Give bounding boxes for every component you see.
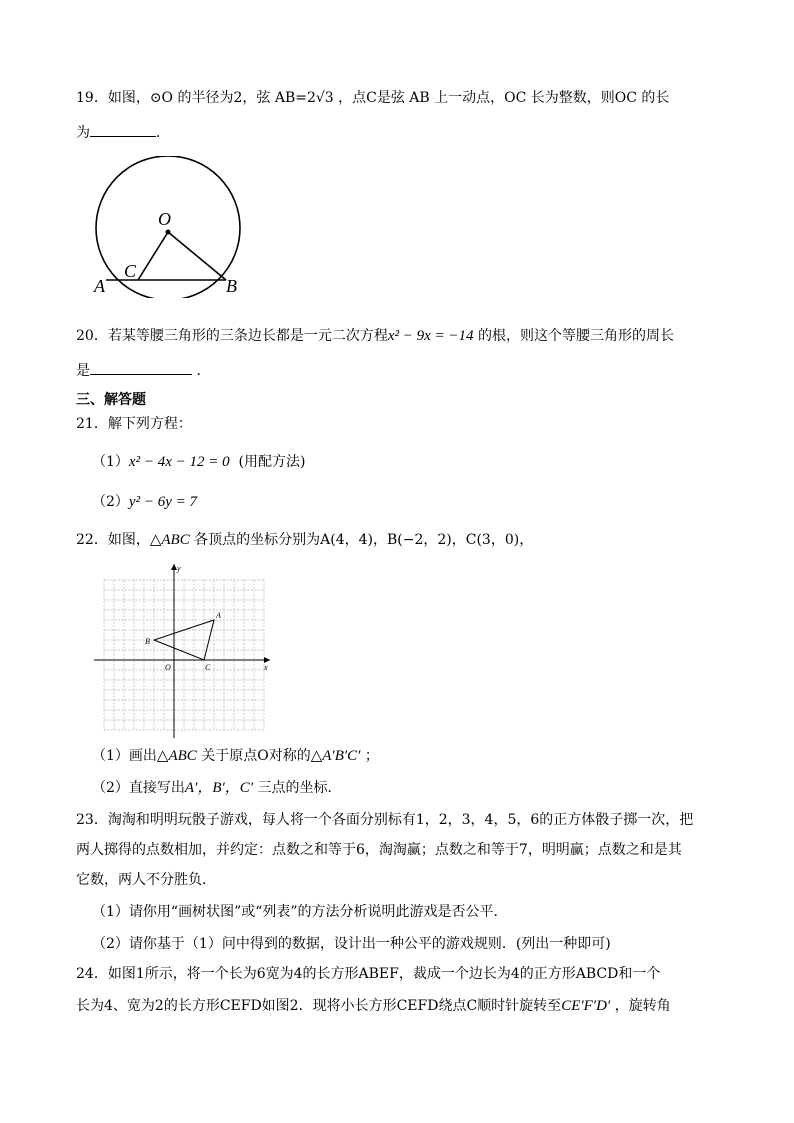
q22-part1-c: ； (364, 748, 379, 764)
q23-line3: 它数，两人不分胜负． (76, 872, 216, 888)
center-dot (166, 230, 171, 235)
q19-line2 (76, 122, 170, 143)
q21-part2-eq: y² − 6y = 7 (128, 494, 197, 510)
q22-part2 (92, 778, 342, 798)
q20-text-a: 20．若某等腰三角形的三条边长都是一元二次方程 (76, 328, 388, 344)
q20-suffix: ． (196, 363, 211, 379)
q20-prefix: 是 (76, 363, 90, 379)
q22-prefix: 22．如图， (76, 532, 150, 548)
q22-part1-a: （1）画出 (92, 748, 157, 764)
q20-answer-blank (90, 360, 192, 375)
q21-part2 (92, 492, 197, 512)
label-c: C (205, 663, 211, 672)
q23-part1: （1）请你用“画树状图”或“列表”的方法分析说明此游戏是否公平． (92, 904, 508, 920)
q20-line2 (76, 360, 210, 381)
q22-coordinate-grid (94, 562, 274, 738)
q24-line1: 24．如图1所示，将一个长为6宽为4的长方形ABEF，裁成一个边长为4的正方形ABCD和一个 (76, 966, 661, 982)
q21-part1 (92, 452, 305, 472)
q21-stem: 21．解下列方程： (76, 416, 192, 432)
q22-part1 (92, 746, 379, 766)
q19-circle-figure (88, 156, 248, 298)
q20-line1 (76, 326, 674, 346)
q19-prefix: 为 (76, 125, 90, 141)
q24-math: CE′F′D′ (561, 998, 611, 1014)
q23-line1: 23．淘淘和明明玩骰子游戏，每人将一个各面分别标有1，2，3，4，5，6的正方体骰子掷一次，把 (76, 812, 694, 828)
q22-part2-a: （2）直接写出 (92, 780, 185, 796)
q21-part1-num: （1） (92, 454, 129, 470)
label-a: A (216, 611, 221, 620)
q20-text-b: 的根，则这个等腰三角形的周长 (477, 328, 674, 344)
q20-equation: x² − 9x = −14 (387, 328, 474, 344)
q19-answer-blank (90, 122, 156, 137)
label-o: O (165, 663, 171, 672)
q24-text-a: 长为4、宽为2的长方形CEFD如图2．现将小长方形CEFD绕点C顺时针旋转至 (76, 998, 562, 1014)
q24-line2 (76, 996, 671, 1016)
label-a: A (94, 276, 105, 296)
q21-part1-method: (用配方法) (238, 454, 306, 470)
q24-text-b: ，旋转角 (614, 998, 671, 1014)
segment-ob (168, 232, 226, 280)
segment-oc (138, 232, 168, 280)
label-c: C (124, 261, 137, 281)
q21-part2-num: （2） (92, 494, 129, 510)
label-y: y (177, 564, 181, 573)
q22-part1-b: 关于原点O对称的 (201, 748, 311, 764)
q22-stem (76, 530, 533, 550)
q23-part2: （2）请你基于（1）问中得到的数据，设计出一种公平的游戏规则．(列出一种即可) (92, 936, 611, 952)
q22-part1-img: △A′B′C′ (310, 748, 361, 764)
section-title: 三、解答题 (76, 392, 146, 408)
label-x: x (264, 663, 268, 672)
label-b: B (145, 637, 150, 646)
q22-suffix: 各顶点的坐标分别为A(4，4)，B(−2，2)，C(3，0)， (194, 532, 534, 548)
q22-part2-b: 三点的坐标． (257, 780, 342, 796)
q22-part2-pts: A′，B′，C′ (184, 780, 254, 796)
label-b: B (226, 276, 237, 296)
q23-line2: 两人掷得的点数相加，并约定：点数之和等于6，淘淘赢；点数之和等于7，明明赢；点数之和是其 (76, 842, 682, 858)
q19-line1: 19．如图，⊙O 的半径为2，弦 AB=2√3 ，点C是弦 AB 上一动点，OC 长为整数，则OC 的长 (76, 90, 670, 106)
q19-suffix: ． (156, 125, 170, 141)
q21-part1-eq: x² − 4x − 12 = 0 (128, 454, 230, 470)
q22-part1-tri: △ABC (156, 748, 197, 764)
label-o: O (158, 209, 171, 229)
q22-triangle: △ABC (149, 532, 190, 548)
